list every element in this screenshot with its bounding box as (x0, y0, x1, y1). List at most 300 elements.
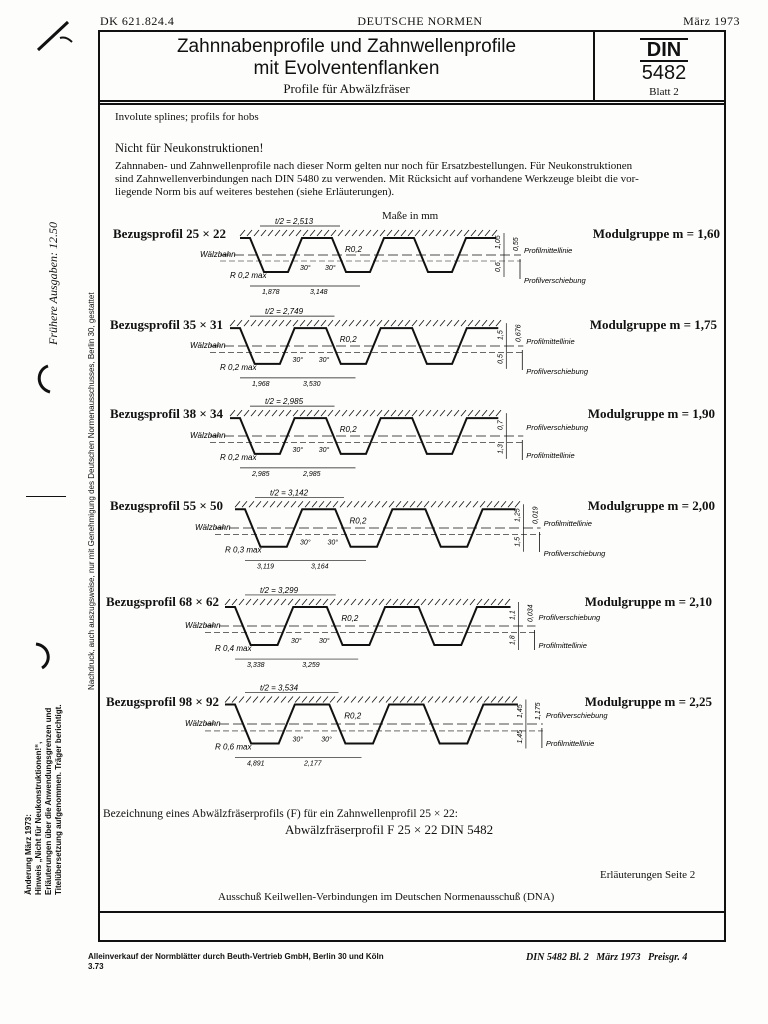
hatch-3 (258, 410, 263, 416)
hatch-5 (309, 599, 314, 605)
hatch-6 (400, 696, 405, 702)
hatch-4 (361, 501, 366, 507)
half-pitch-5: t/2 = 3,299 (260, 585, 299, 595)
modul-1: Modulgruppe m = 1,60 (592, 226, 720, 241)
hatch-2 (412, 320, 417, 326)
label-verschiebung-2: Profilverschiebung (526, 367, 589, 376)
hatch-3 (426, 410, 431, 416)
height2-5: 1,8 (509, 635, 517, 646)
height2-4: 1,5 (514, 536, 522, 547)
hatch-6 (316, 696, 321, 702)
hatch-2 (426, 320, 431, 326)
hatch-3 (272, 410, 277, 416)
hatch-6 (274, 696, 279, 702)
hatch-6 (302, 696, 307, 702)
hatch-2 (384, 320, 389, 326)
hatch-6 (246, 696, 251, 702)
hatch-5 (484, 599, 489, 605)
footer-code: 3.73 (88, 962, 104, 971)
hatch-3 (307, 410, 312, 416)
hatch-3 (349, 410, 354, 416)
angle-left-6: 30° (292, 736, 304, 744)
footer-right: DIN 5482 Bl. 2 März 1973 Preisgr. 4 (526, 952, 688, 963)
hatch-6 (267, 696, 272, 702)
hatch-3 (342, 410, 347, 416)
hatch-6 (393, 696, 398, 702)
label-mittellinie-4: Profilmittellinie (543, 519, 592, 528)
hatch-5 (260, 599, 265, 605)
hatch-4 (263, 501, 268, 507)
hatch-2 (279, 320, 284, 326)
waelzbahn-6: Wälzbahn (185, 719, 221, 728)
radius-3: R 0,2 max (220, 452, 257, 462)
hatch-4 (438, 501, 443, 507)
label-mittellinie-3: Profilmittellinie (526, 451, 575, 460)
hatch-2 (454, 320, 459, 326)
hatch-3 (468, 410, 473, 416)
hatch-6 (414, 696, 419, 702)
dim-d1-2: 1,968 (252, 380, 270, 388)
hatch-2 (272, 320, 277, 326)
label-mittellinie-6: Profilmittellinie (545, 739, 595, 748)
hatch-5 (400, 599, 405, 605)
hatch-4 (382, 501, 387, 507)
hatch-4 (333, 501, 338, 507)
designation-line1: Bezeichnung eines Abwälzfräserprofils (F) für ein Zahnwellenprofil 25 × 22: (103, 808, 458, 820)
intro-para-line3: liegende Norm bis auf weiteres bestehen (siehe Erläuterungen). (115, 186, 395, 198)
hatch-6 (379, 696, 384, 702)
tip-radius-6: R0,2 (344, 711, 362, 721)
hatch-3 (314, 410, 319, 416)
aenderung-line4: Titelübersetzung aufgenommen. Träger berichtigt. (54, 704, 63, 895)
hatch-4 (291, 501, 296, 507)
hatch-5 (253, 599, 258, 605)
english-title: Involute splines; profils for hobs (115, 111, 259, 123)
hatch-4 (235, 501, 240, 507)
hatch-1 (310, 230, 315, 236)
hatch-6 (225, 696, 230, 702)
angle-left-1: 30° (300, 265, 311, 272)
hatch-1 (240, 230, 245, 236)
hatch-3 (489, 410, 494, 416)
hatch-2 (251, 320, 256, 326)
hatch-2 (447, 320, 452, 326)
hatch-1 (471, 230, 476, 236)
radius-2: R 0,2 max (220, 362, 257, 372)
dim-d2-1: 3,148 (310, 289, 328, 296)
angle-left-5: 30° (291, 638, 302, 646)
hatch-1 (464, 230, 469, 236)
waelzbahn-5: Wälzbahn (185, 621, 221, 630)
tip-radius-4: R0,2 (349, 516, 367, 526)
hatch-4 (389, 501, 394, 507)
hatch-6 (330, 696, 335, 702)
hatch-5 (491, 599, 496, 605)
modul-5: Modulgruppe m = 2,10 (584, 594, 712, 609)
hatch-2 (391, 320, 396, 326)
fruehere-ausgaben: Frühere Ausgaben: 12.50 (46, 222, 60, 345)
hatch-1 (282, 230, 287, 236)
hatch-6 (295, 696, 300, 702)
title-line1: Zahnnabenprofile und Zahnwellenprofile (176, 36, 517, 57)
hatch-6 (239, 696, 244, 702)
hatch-3 (377, 410, 382, 416)
hatch-1 (387, 230, 392, 236)
designation-line2: Abwälzfräserprofil F 25 × 22 DIN 5482 (285, 822, 494, 837)
waelzbahn-4: Wälzbahn (195, 523, 231, 532)
hatch-3 (398, 410, 403, 416)
profile-name-1: Bezugsprofil 25 × 22 (113, 226, 226, 241)
hatch-1 (443, 230, 448, 236)
hatch-5 (365, 599, 370, 605)
profile-name-3: Bezugsprofil 38 × 34 (110, 406, 223, 421)
hatch-4 (242, 501, 247, 507)
half-pitch-1: t/2 = 2,513 (275, 217, 314, 226)
hatch-3 (251, 410, 256, 416)
hatch-5 (232, 599, 237, 605)
hatch-2 (482, 320, 487, 326)
hatch-4 (396, 501, 401, 507)
title-line2: mit Evolventenflanken (253, 58, 440, 79)
hatch-6 (477, 696, 482, 702)
hatch-6 (498, 696, 503, 702)
label-mittellinie-1: Profilmittellinie (524, 246, 573, 255)
hatch-1 (303, 230, 308, 236)
hatch-3 (244, 410, 249, 416)
hatch-1 (261, 230, 266, 236)
hatch-2 (468, 320, 473, 326)
hatch-2 (314, 320, 319, 326)
hatch-2 (405, 320, 410, 326)
hatch-4 (515, 501, 520, 507)
hatch-5 (449, 599, 454, 605)
hatch-2 (328, 320, 333, 326)
hatch-1 (352, 230, 357, 236)
hatch-2 (321, 320, 326, 326)
hatch-6 (372, 696, 377, 702)
hatch-4 (452, 501, 457, 507)
hatch-2 (342, 320, 347, 326)
hatch-2 (300, 320, 305, 326)
label-mittellinie-5: Profilmittellinie (538, 641, 587, 650)
hatch-4 (284, 501, 289, 507)
hatch-5 (379, 599, 384, 605)
profile-name-5: Bezugsprofil 68 × 62 (106, 594, 219, 609)
hatch-5 (344, 599, 349, 605)
label-verschiebung-1: Profilverschiebung (524, 276, 586, 285)
hatch-1 (338, 230, 343, 236)
hatch-2 (237, 320, 242, 326)
hatch-5 (246, 599, 251, 605)
hatch-3 (335, 410, 340, 416)
dim-d2-2: 3,530 (303, 380, 321, 388)
half-pitch-2: t/2 = 2,749 (265, 307, 304, 317)
hatch-5 (442, 599, 447, 605)
hatch-3 (496, 410, 501, 416)
hatch-6 (337, 696, 342, 702)
hatch-5 (281, 599, 286, 605)
angle-left-3: 30° (292, 446, 304, 454)
intro-para-line2: sind Zahnwellenverbindungen nach DIN 5480 zu verwenden. Mit Rücksicht auf vorhandene Werkzeuge bleibt die vor- (115, 173, 639, 185)
height1-5: 1,1 (509, 610, 517, 620)
hatch-3 (286, 410, 291, 416)
hatch-4 (354, 501, 359, 507)
hatch-3 (363, 410, 368, 416)
modul-6: Modulgruppe m = 2,25 (584, 694, 712, 709)
hatch-5 (456, 599, 461, 605)
hatch-6 (505, 696, 510, 702)
hatch-2 (398, 320, 403, 326)
ausschuss-note: Ausschuß Keilwellen-Verbindungen im Deutschen Normenausschuß (DNA) (218, 891, 555, 903)
hatch-4 (494, 501, 499, 507)
hatch-2 (419, 320, 424, 326)
height1-2: 1,5 (497, 330, 505, 340)
aenderung-line3: Erläuterungen über die Anwendungsgrenzen und (44, 707, 53, 895)
hatch-3 (391, 410, 396, 416)
hatch-1 (296, 230, 301, 236)
angle-right-3: 30° (318, 446, 330, 454)
modul-2: Modulgruppe m = 1,75 (589, 317, 717, 332)
hatch-2 (258, 320, 263, 326)
hatch-1 (380, 230, 385, 236)
hatch-6 (435, 696, 440, 702)
dim-d1-1: 1,878 (262, 289, 280, 296)
hatch-2 (286, 320, 291, 326)
hatch-6 (344, 696, 349, 702)
hatch-4 (298, 501, 303, 507)
hatch-2 (440, 320, 445, 326)
hatch-5 (239, 599, 244, 605)
hatch-2 (356, 320, 361, 326)
half-pitch-4: t/2 = 3,142 (270, 488, 309, 498)
hatch-4 (487, 501, 492, 507)
hatch-1 (345, 230, 350, 236)
hatch-3 (419, 410, 424, 416)
hatch-6 (253, 696, 258, 702)
height1-6: 1,45 (516, 704, 524, 718)
shift-5: 0,034 (527, 604, 535, 622)
modul-4: Modulgruppe m = 2,00 (587, 498, 715, 513)
hatch-4 (431, 501, 436, 507)
shift-6: 1,175 (534, 702, 542, 720)
erlaeuterungen-link[interactable]: Erläuterungen Seite 2 (600, 869, 696, 881)
hatch-1 (366, 230, 371, 236)
hatch-5 (358, 599, 363, 605)
blatt-number: Blatt 2 (649, 86, 679, 98)
hatch-3 (433, 410, 438, 416)
hatch-1 (492, 230, 497, 236)
deutsche-normen-label: DEUTSCHE NORMEN (357, 14, 483, 28)
profile-name-6: Bezugsprofil 98 × 92 (106, 694, 219, 709)
hatch-6 (260, 696, 265, 702)
hatch-5 (295, 599, 300, 605)
half-pitch-3: t/2 = 2,985 (265, 397, 304, 407)
hatch-1 (359, 230, 364, 236)
hatch-6 (309, 696, 314, 702)
hatch-1 (415, 230, 420, 236)
hatch-5 (386, 599, 391, 605)
hatch-4 (312, 501, 317, 507)
hatch-4 (305, 501, 310, 507)
hatch-3 (412, 410, 417, 416)
hatch-6 (358, 696, 363, 702)
hatch-4 (508, 501, 513, 507)
hatch-3 (300, 410, 305, 416)
hatch-6 (463, 696, 468, 702)
hatch-6 (470, 696, 475, 702)
hatch-4 (347, 501, 352, 507)
hatch-2 (230, 320, 235, 326)
hatch-3 (230, 410, 235, 416)
hatch-2 (461, 320, 466, 326)
height2-3: 1,3 (497, 444, 505, 454)
height2-6: 1,45 (516, 729, 524, 744)
hatch-5 (414, 599, 419, 605)
hatch-1 (408, 230, 413, 236)
dim-d2-4: 3,164 (311, 563, 329, 571)
hatch-1 (254, 230, 259, 236)
hatch-5 (225, 599, 230, 605)
hatch-5 (421, 599, 426, 605)
hatch-1 (247, 230, 252, 236)
subtitle: Profile für Abwälzfräser (283, 81, 410, 96)
hatch-6 (512, 696, 517, 702)
hatch-2 (307, 320, 312, 326)
hatch-3 (356, 410, 361, 416)
hatch-5 (302, 599, 307, 605)
hatch-6 (456, 696, 461, 702)
height1-1: 1,05 (495, 235, 502, 249)
intro-para-line1: Zahnnaben- und Zahnwellenprofile nach dieser Norm gelten nur noch für Ersatzbestellungen. Für Neukonstruktionen (115, 160, 633, 172)
hatch-1 (275, 230, 280, 236)
waelzbahn-2: Wälzbahn (190, 341, 226, 350)
nachdruck-note: Nachdruck, auch auszugsweise, nur mit Genehmigung des Deutschen Normenausschusses, Berlin 30, gestattet (87, 292, 96, 690)
hatch-4 (326, 501, 331, 507)
hatch-1 (394, 230, 399, 236)
masse-note: Maße in mm (382, 210, 439, 222)
hatch-2 (377, 320, 382, 326)
hatch-5 (323, 599, 328, 605)
hatch-3 (237, 410, 242, 416)
hatch-1 (331, 230, 336, 236)
radius-6: R 0,6 max (215, 742, 252, 752)
hatch-2 (265, 320, 270, 326)
hatch-3 (454, 410, 459, 416)
hatch-3 (265, 410, 270, 416)
angle-left-2: 30° (292, 356, 304, 364)
hatch-1 (485, 230, 490, 236)
hatch-6 (491, 696, 496, 702)
dim-d1-5: 3,338 (247, 662, 265, 670)
height2-1: 0,6 (495, 262, 502, 272)
hatch-2 (363, 320, 368, 326)
hatch-4 (277, 501, 282, 507)
hatch-1 (422, 230, 427, 236)
hatch-2 (489, 320, 494, 326)
hatch-1 (324, 230, 329, 236)
hatch-3 (384, 410, 389, 416)
dk-number: DK 621.824.4 (100, 14, 175, 28)
hatch-1 (373, 230, 378, 236)
hatch-4 (480, 501, 485, 507)
hatch-4 (249, 501, 254, 507)
hatch-4 (256, 501, 261, 507)
dim-d1-4: 3,119 (257, 563, 274, 571)
hatch-5 (407, 599, 412, 605)
angle-left-4: 30° (300, 539, 311, 547)
hatch-4 (368, 501, 373, 507)
hatch-3 (475, 410, 480, 416)
hatch-4 (319, 501, 324, 507)
hatch-4 (417, 501, 422, 507)
issue-date: März 1973 (683, 14, 740, 28)
hatch-2 (349, 320, 354, 326)
angle-right-2: 30° (318, 356, 330, 364)
label-mittellinie-2: Profilmittellinie (526, 337, 575, 346)
hatch-3 (321, 410, 326, 416)
hatch-6 (365, 696, 370, 702)
hatch-6 (484, 696, 489, 702)
hatch-3 (461, 410, 466, 416)
hatch-4 (375, 501, 380, 507)
hatch-6 (351, 696, 356, 702)
height1-3: 0,7 (497, 420, 505, 430)
shift-4: 0,019 (532, 506, 540, 524)
waelzbahn-3: Wälzbahn (190, 431, 226, 440)
shift-1: 0,55 (513, 237, 520, 251)
hatch-1 (429, 230, 434, 236)
hatch-6 (288, 696, 293, 702)
hatch-5 (505, 599, 510, 605)
tip-radius-2: R0,2 (339, 335, 357, 345)
hatch-3 (482, 410, 487, 416)
radius-1: R 0,2 max (230, 271, 267, 280)
hatch-5 (288, 599, 293, 605)
dim-d2-3: 2,985 (303, 470, 321, 478)
hatch-5 (435, 599, 440, 605)
waelzbahn-1: Wälzbahn (200, 250, 236, 259)
height1-4: 1,25 (514, 508, 522, 522)
din-number: 5482 (641, 62, 687, 84)
hatch-5 (274, 599, 279, 605)
hatch-6 (449, 696, 454, 702)
hatch-6 (281, 696, 286, 702)
hatch-2 (475, 320, 480, 326)
hatch-5 (351, 599, 356, 605)
hatch-5 (316, 599, 321, 605)
label-verschiebung-3: Profilverschiebung (526, 423, 589, 432)
hatch-1 (450, 230, 455, 236)
profile-name-4: Bezugsprofil 55 × 50 (110, 498, 223, 513)
hatch-4 (445, 501, 450, 507)
hatch-3 (293, 410, 298, 416)
angle-right-6: 30° (321, 736, 332, 744)
hatch-5 (463, 599, 468, 605)
hatch-1 (457, 230, 462, 236)
hatch-5 (267, 599, 272, 605)
hatch-2 (244, 320, 249, 326)
hatch-5 (337, 599, 342, 605)
hatch-5 (393, 599, 398, 605)
radius-4: R 0,3 max (225, 545, 262, 555)
footer-left: Alleinverkauf der Normblätter durch Beuth-Vertrieb GmbH, Berlin 30 und Köln (88, 952, 384, 961)
profile-name-2: Bezugsprofil 35 × 31 (110, 317, 223, 332)
hatch-5 (330, 599, 335, 605)
hatch-4 (424, 501, 429, 507)
hatch-5 (477, 599, 482, 605)
hatch-5 (498, 599, 503, 605)
hatch-4 (270, 501, 275, 507)
